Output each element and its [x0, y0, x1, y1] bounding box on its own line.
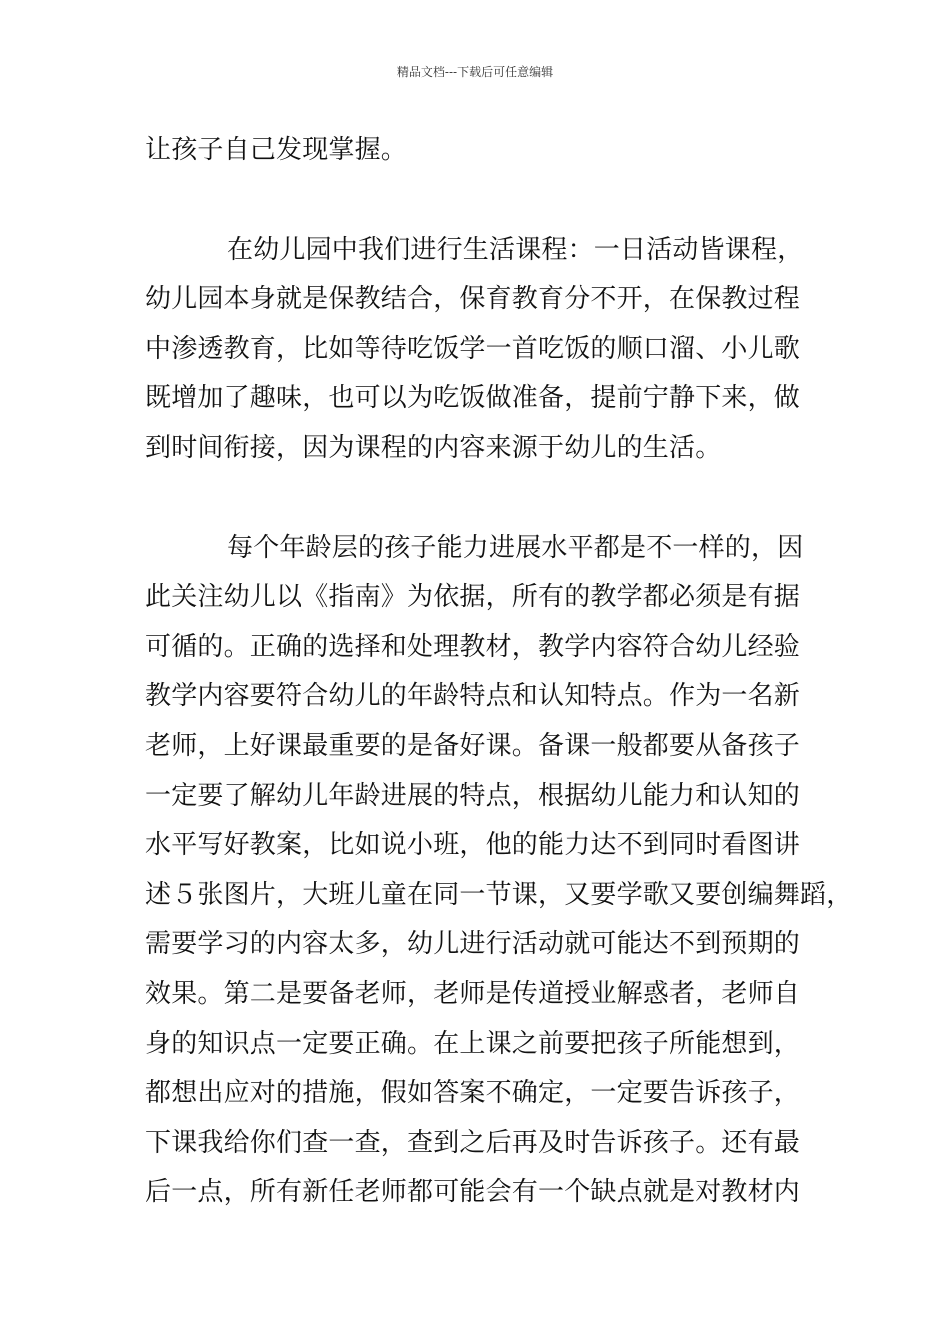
text-line: 身的知识点一定要正确。在上课之前要把孩子所能想到， — [145, 1028, 801, 1059]
text-line: 幼儿园本身就是保教结合，保育教育分不开，在保教过程 — [145, 284, 801, 315]
text-line: 到时间衔接，因为课程的内容来源于幼儿的生活。 — [145, 432, 722, 463]
text-line: 可循的。正确的选择和处理教材，教学内容符合幼儿经验 — [145, 631, 801, 662]
text-line: 既增加了趣味，也可以为吃饭做准备，提前宁静下来，做 — [145, 383, 801, 414]
text-line: 都想出应对的措施，假如答案不确定，一定要告诉孩子， — [145, 1078, 801, 1109]
page-header: 精品文档---下载后可任意编辑 — [396, 65, 554, 79]
text-line: 老师，上好课最重要的是备好课。备课一般都要从备孩子 — [145, 730, 801, 761]
paragraph-gap — [145, 474, 825, 524]
document-body — [145, 126, 853, 1218]
text-line: 在幼儿园中我们进行生活课程：一日活动皆课程， — [227, 234, 804, 265]
text-line: 让孩子自己发现掌握。 — [145, 135, 408, 165]
text-line: 教学内容要符合幼儿的年龄特点和认知特点。作为一名新 — [145, 681, 801, 712]
text-line: 效果。第二是要备老师，老师是传道授业解惑者，老师自 — [145, 978, 801, 1009]
text-line: 此关注幼儿以《指南》为依据，所有的教学都必须是有据 — [145, 582, 801, 613]
paragraph-3 — [145, 524, 853, 1218]
paragraph-2 — [145, 226, 825, 474]
text-line: 需要学习的内容太多，幼儿进行活动就可能达不到预期的 — [145, 929, 801, 960]
text-line: 述５张图片，大班儿童在同一节课，又要学歌又要创编舞蹈， — [145, 879, 853, 910]
paragraph-1 — [145, 126, 825, 176]
paragraph-gap — [145, 176, 825, 226]
text-line: 一定要了解幼儿年龄进展的特点，根据幼儿能力和认知的 — [145, 780, 801, 811]
text-line: 每个年龄层的孩子能力进展水平都是不一样的，因 — [227, 532, 804, 563]
text-line: 水平写好教案，比如说小班，他的能力达不到同时看图讲 — [145, 830, 801, 861]
text-line: 后一点，所有新任老师都可能会有一个缺点就是对教材内 — [145, 1177, 801, 1208]
text-line: 中渗透教育，比如等待吃饭学一首吃饭的顺口溜、小儿歌 — [145, 333, 801, 364]
text-line: 下课我给你们查一查，查到之后再及时告诉孩子。还有最 — [145, 1127, 801, 1158]
